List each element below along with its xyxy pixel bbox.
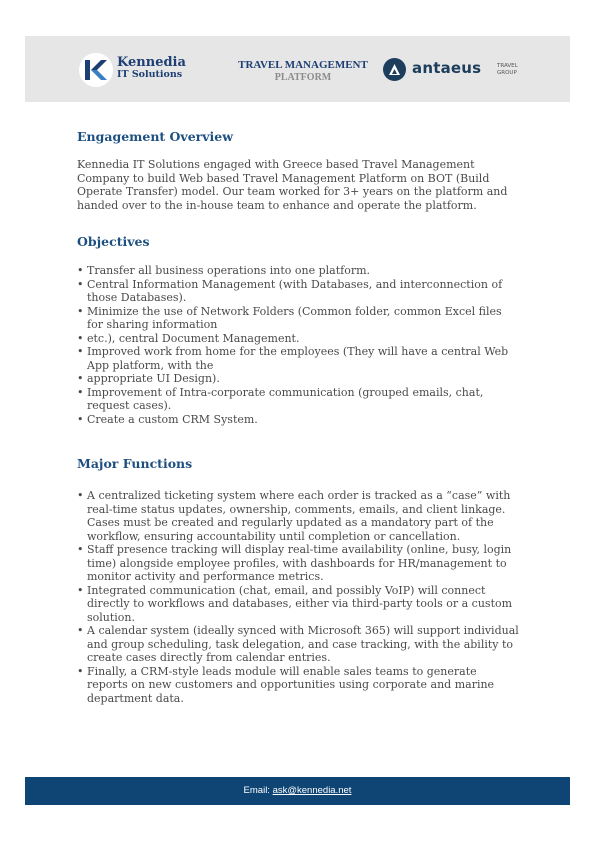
footer-email-label: Email:: [243, 785, 273, 796]
header-banner: [25, 36, 570, 102]
footer-contact: [25, 785, 570, 797]
list-item: • A calendar system (ideally synced with Microsoft 365) will support individual and group scheduling, task delegation, and case tracking, with the ability to create cases directly from calendar entries.: [77, 624, 519, 665]
engagement-text: Kennedia IT Solutions engaged with Greece based Travel Management Company to build Web based Travel Management Platform on BOT (Build Operate Transfer) model. Our team worked for 3+ years on the platform and handed over to the in-house team to enhance and operate the platform.: [77, 158, 508, 212]
list-item: • A centralized ticketing system where each order is tracked as a “case” with real-time status updates, ownership, comments, emails, and client linkage. Cases must be created and regularly updated as a mandatory part of the workflow, ensuring accountability until completion or cancellation.: [77, 489, 519, 543]
antaeus-logo-icon: [383, 58, 406, 81]
list-item: • Staff presence tracking will display real-time availability (online, busy, login time) alongside employee profiles, with dashboards for HR/management to monitor activity and performance metrics.: [77, 543, 519, 584]
objectives-list: [77, 264, 519, 426]
kennedia-logo-icon: [79, 53, 113, 87]
list-item: • Create a custom CRM System.: [77, 413, 519, 427]
engagement-heading: Engagement Overview: [77, 129, 233, 144]
functions-list: [77, 489, 519, 705]
platform-title: TRAVEL MANAGEMENT: [238, 59, 368, 71]
list-item: • Transfer all business operations into one platform.: [77, 264, 519, 278]
partner-tag-travel: TRAVEL: [497, 63, 518, 69]
company-name: Kennedia: [117, 55, 186, 70]
list-item: • Central Information Management (with Databases, and interconnection of those Databases).: [77, 278, 519, 305]
list-item: • Minimize the use of Network Folders (Common folder, common Excel files for sharing information: [77, 305, 519, 332]
platform-subtitle: PLATFORM: [274, 72, 332, 83]
company-subtitle: IT Solutions: [117, 69, 183, 80]
list-item: • etc.), central Document Management.: [77, 332, 519, 346]
list-item: • Finally, a CRM-style leads module will enable sales teams to generate reports on new customers and opportunities using corporate and marine department data.: [77, 665, 519, 706]
partner-name: antaeus: [412, 59, 482, 77]
list-item: • Improvement of Intra-corporate communication (grouped emails, chat, request cases).: [77, 386, 519, 413]
objectives-heading: Objectives: [77, 234, 150, 249]
list-item: • Integrated communication (chat, email, and possibly VoIP) will connect directly to workflows and databases, either via third-party tools or a custom solution.: [77, 584, 519, 625]
functions-heading: Major Functions: [77, 456, 193, 471]
footer-bar: [25, 777, 570, 805]
footer-email-link[interactable]: ask@kennedia.net: [272, 785, 352, 796]
list-item: • Improved work from home for the employees (They will have a central Web App platform, with the: [77, 345, 519, 372]
partner-tag-group: GROUP: [497, 70, 517, 76]
list-item: • appropriate UI Design).: [77, 372, 519, 386]
